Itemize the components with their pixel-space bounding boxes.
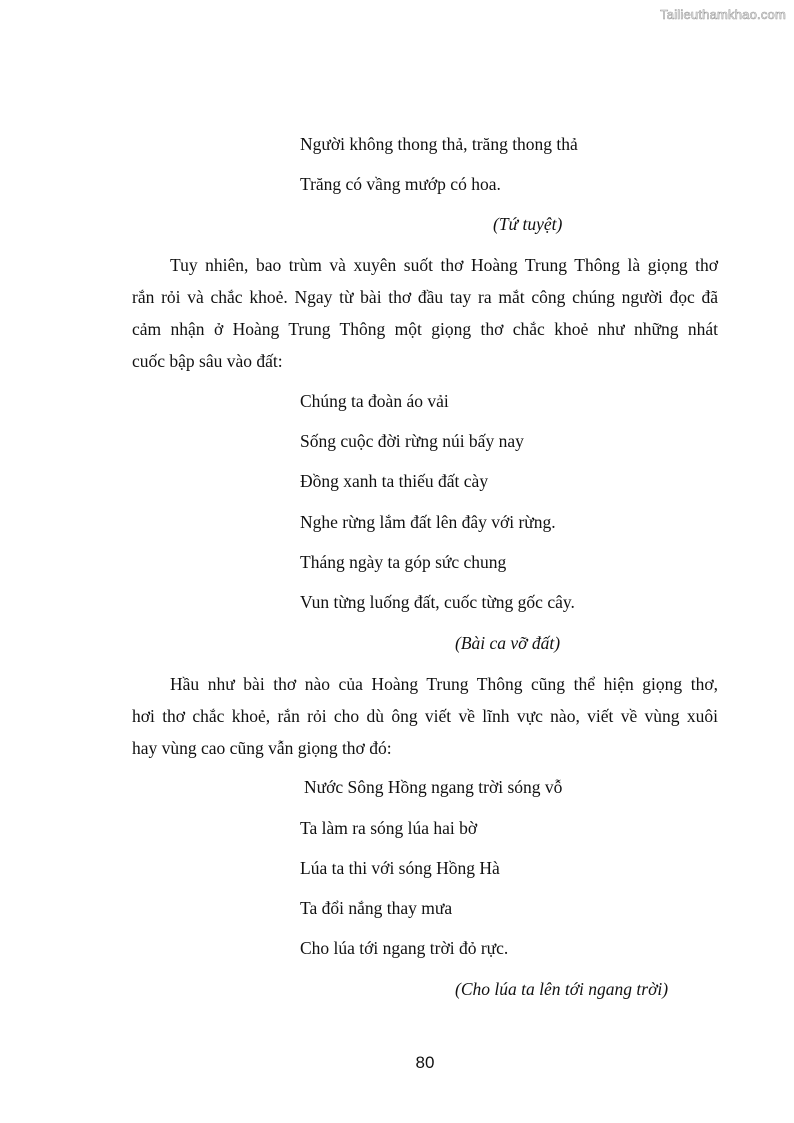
paragraph-2-line-2: hơi thơ chắc khoẻ, rắn rỏi cho dù ông viết về lĩnh vực nào, viết về vùng xuôi bbox=[132, 706, 718, 726]
poem3-line-4: Ta đổi nắng thay mưa bbox=[300, 898, 453, 918]
paragraph-2-line-3: hay vùng cao cũng vẫn giọng thơ đó: bbox=[132, 738, 392, 758]
poem1-credit: (Tứ tuyệt) bbox=[493, 214, 563, 234]
poem3-line-2: Ta làm ra sóng lúa hai bờ bbox=[300, 818, 478, 838]
poem2-credit: (Bài ca vỡ đất) bbox=[455, 633, 561, 653]
poem2-line-2: Sống cuộc đời rừng núi bấy nay bbox=[300, 431, 524, 451]
poem3-line-1: Nước Sông Hồng ngang trời sóng vỗ bbox=[304, 777, 563, 797]
poem1-line-2: Trăng có vầng mướp có hoa. bbox=[300, 174, 501, 194]
poem2-line-4: Nghe rừng lắm đất lên đây với rừng. bbox=[300, 512, 556, 532]
poem2-line-1: Chúng ta đoàn áo vải bbox=[300, 391, 449, 411]
paragraph-1 bbox=[132, 254, 718, 382]
poem3-line-5: Cho lúa tới ngang trời đỏ rực. bbox=[300, 938, 509, 958]
paragraph-2-line-1: Hầu như bài thơ nào của Hoàng Trung Thông cũng thể hiện giọng thơ, bbox=[170, 674, 718, 694]
poem3-line-3: Lúa ta thi với sóng Hồng Hà bbox=[300, 858, 500, 878]
watermark: Tailieuthamkhao.com bbox=[660, 7, 786, 22]
paragraph-1-line-2: rắn rỏi và chắc khoẻ. Ngay từ bài thơ đầu tay ra mắt công chúng người đọc đã bbox=[132, 287, 718, 307]
paragraph-1-line-3: cảm nhận ở Hoàng Trung Thông một giọng thơ chắc khoẻ như những nhát bbox=[132, 319, 718, 339]
poem1-line-1: Người không thong thả, trăng thong thả bbox=[300, 134, 578, 154]
page-number: 80 bbox=[415, 1053, 435, 1072]
paragraph-2 bbox=[132, 673, 718, 769]
poem2-line-6: Vun từng luống đất, cuốc từng gốc cây. bbox=[300, 592, 575, 612]
paragraph-1-line-4: cuốc bập sâu vào đất: bbox=[132, 351, 283, 371]
poem2-line-3: Đồng xanh ta thiếu đất cày bbox=[300, 471, 489, 491]
poem3-credit: (Cho lúa ta lên tới ngang trời) bbox=[455, 979, 669, 999]
paragraph-1-line-1: Tuy nhiên, bao trùm và xuyên suốt thơ Hoàng Trung Thông là giọng thơ bbox=[170, 255, 718, 275]
poem2-line-5: Tháng ngày ta góp sức chung bbox=[300, 552, 507, 572]
